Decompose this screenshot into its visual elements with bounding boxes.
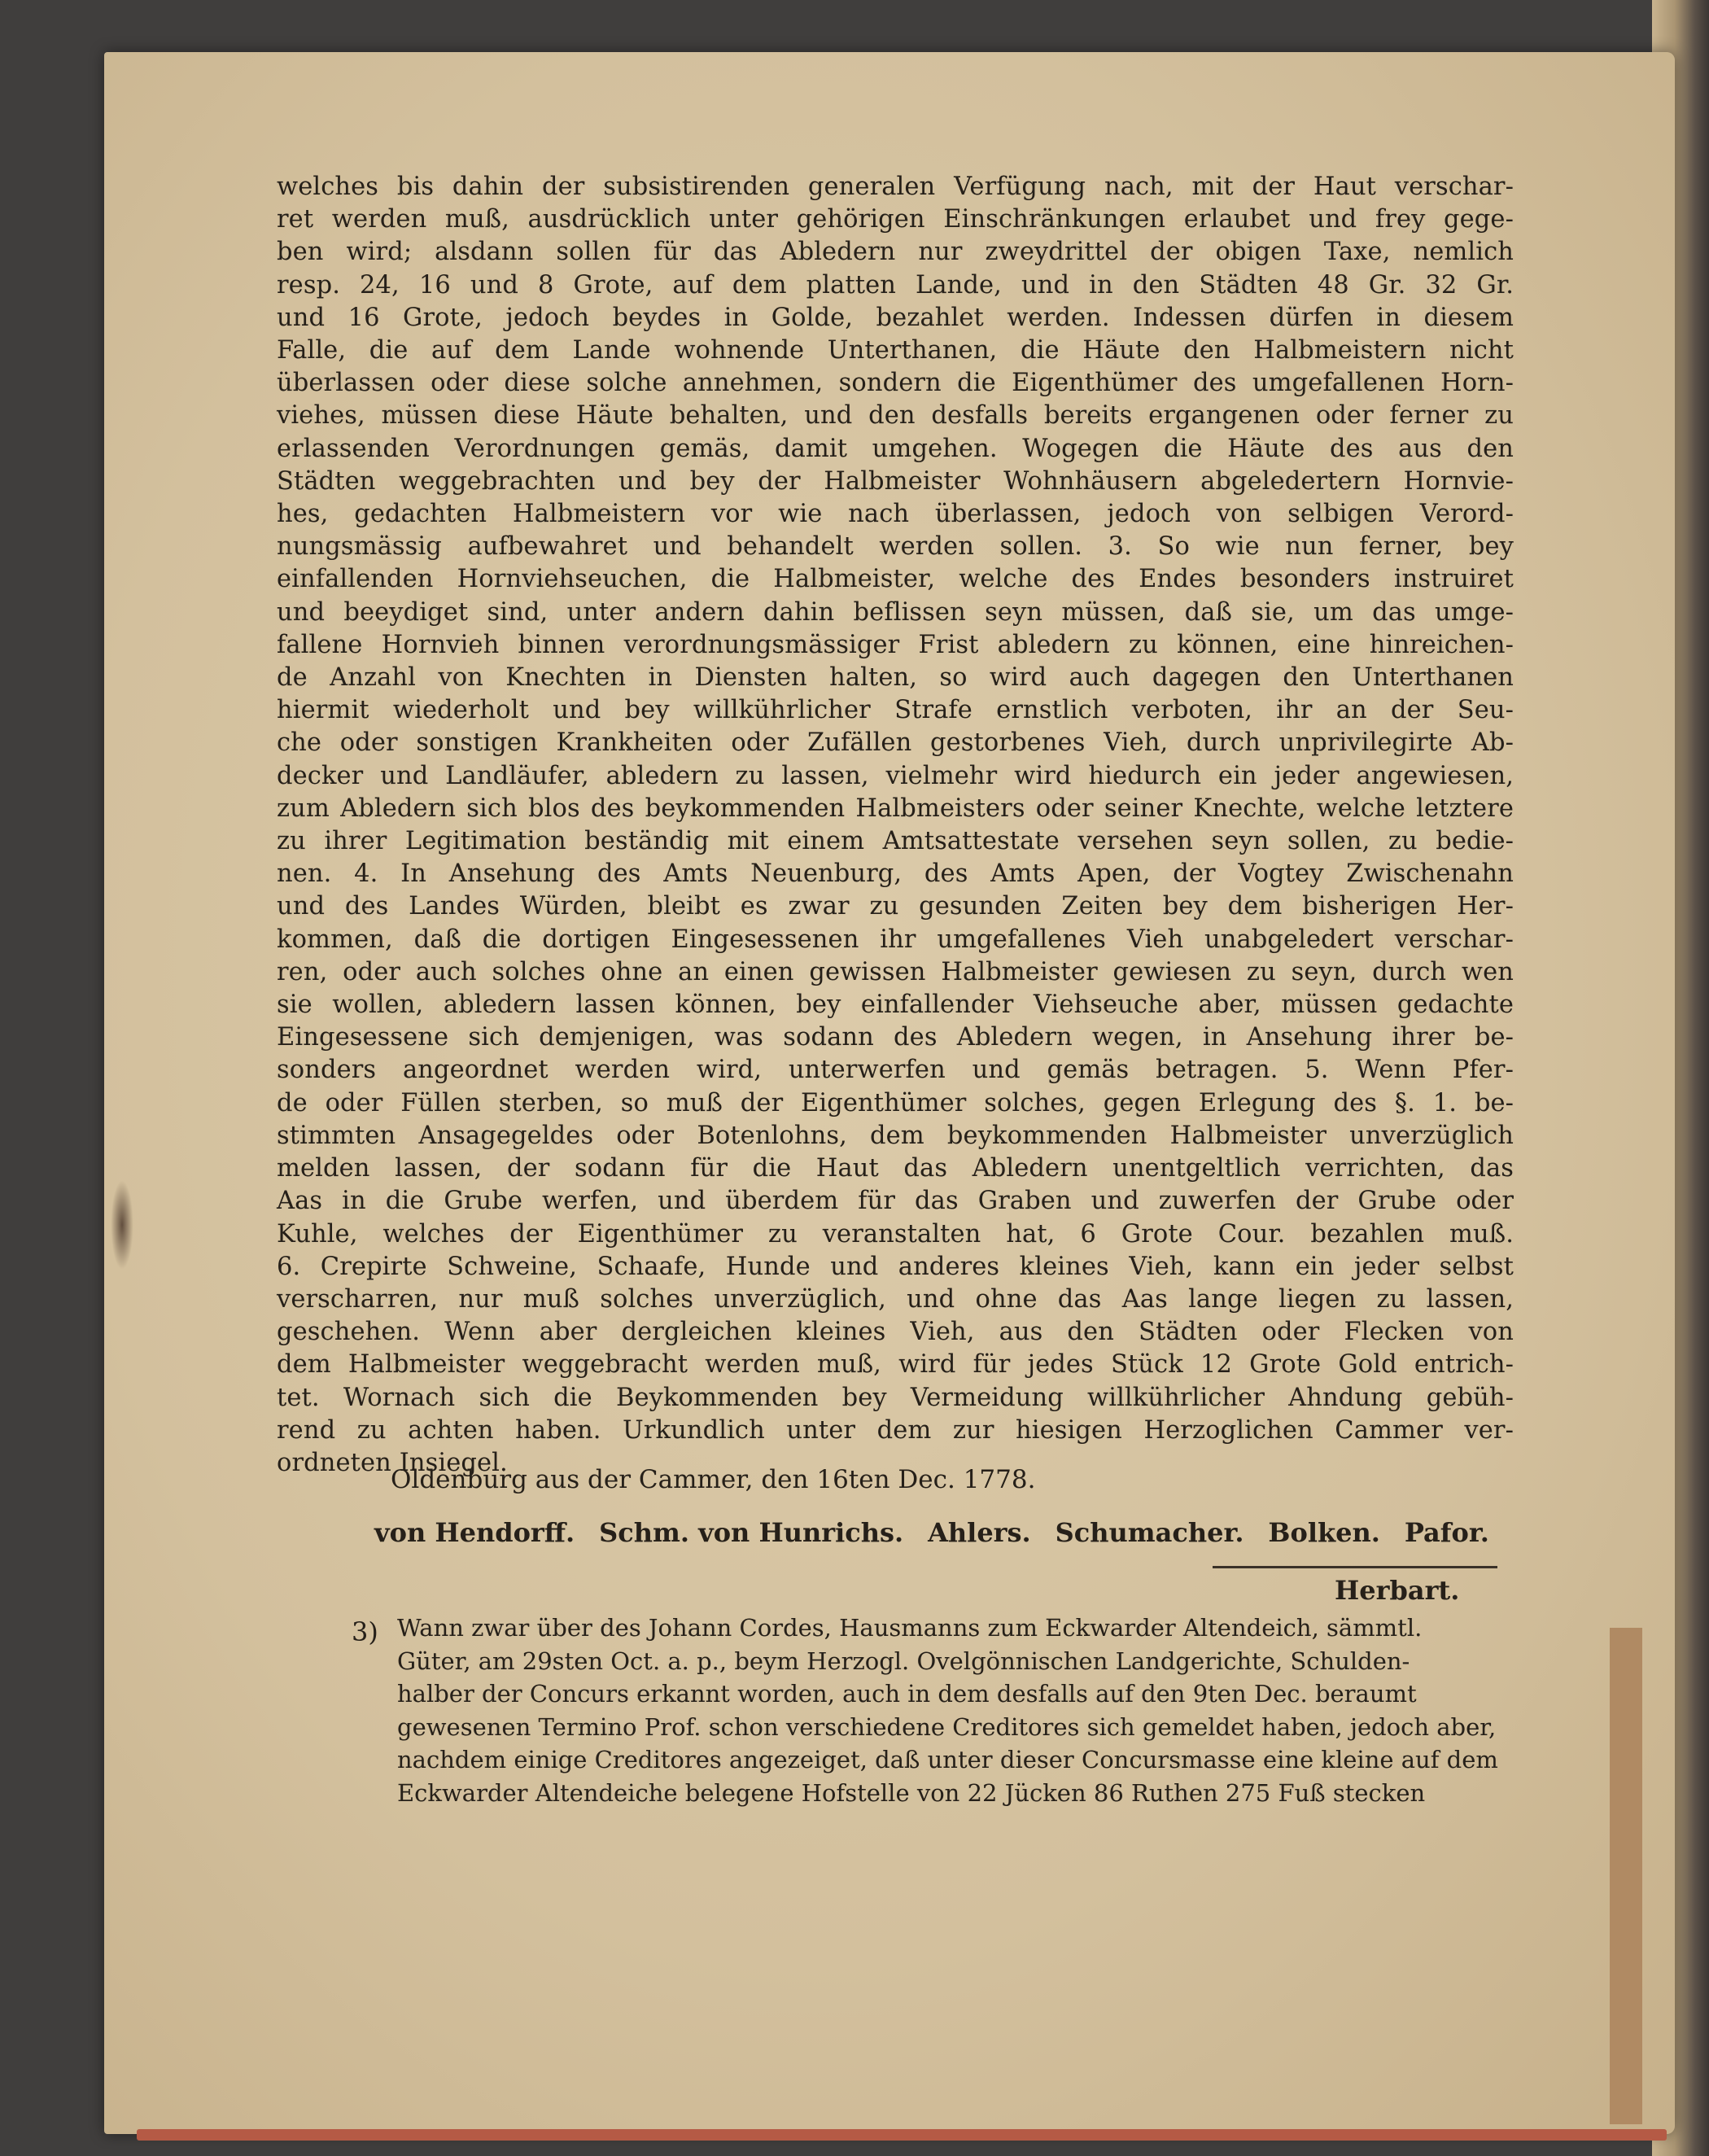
notice-line: Eckwarder Altendeiche belegene Hofstelle von 22 Jücken 86 Ruthen 275 Fuß stecken bbox=[397, 1778, 1426, 1807]
notice-line: Wann zwar über des Johann Cordes, Hausmanns zum Eckwarder Altendeich, sämmtl. bbox=[397, 1614, 1423, 1642]
body-line: und beeydiget sind, unter andern dahin beflissen seyn müssen, daß sie, um das umge- bbox=[277, 597, 1514, 627]
body-line: zu ihrer Legitimation beständig mit einem Amtsattestate versehen seyn sollen, zu bedie- bbox=[277, 827, 1514, 856]
signature-name: Ahlers. bbox=[928, 1517, 1031, 1548]
notice-line: nachdem einige Creditores angezeiget, daß unter dieser Concursmasse eine kleine auf dem bbox=[397, 1746, 1498, 1774]
body-line: che oder sonstigen Krankheiten oder Zufällen gestorbenes Vieh, durch unprivilegirte Ab- bbox=[277, 728, 1514, 758]
body-line: nen. 4. In Ansehung des Amts Neuenburg, des Amts Apen, der Vogtey Zwischenahn bbox=[277, 859, 1514, 889]
body-line: welches bis dahin der subsistirenden generalen Verfügung nach, mit der Haut verschar- bbox=[277, 173, 1514, 201]
signature-name: Bolken. bbox=[1268, 1517, 1380, 1548]
body-line: einfallenden Hornviehseuchen, die Halbmeister, welche des Endes besonders instruiret bbox=[277, 565, 1514, 594]
page-edge-ribbon bbox=[1610, 1628, 1642, 2124]
body-line: resp. 24, 16 und 8 Grote, auf dem platten Lande, und in den Städten 48 Gr. 32 Gr. bbox=[277, 270, 1514, 300]
body-line: Kuhle, welches der Eigenthümer zu veranstalten hat, 6 Grote Cour. bezahlen muß. bbox=[277, 1219, 1514, 1249]
final-signature: Herbart. bbox=[1335, 1575, 1460, 1606]
signature-name: von Hendorff. bbox=[374, 1517, 575, 1548]
notice-line: Güter, am 29sten Oct. a. p., beym Herzogl. Ovelgönnischen Landgerichte, Schulden- bbox=[397, 1647, 1410, 1675]
notice-line: gewesenen Termino Prof. schon verschiedene Creditores sich gemeldet haben, jedoch aber, bbox=[397, 1712, 1497, 1741]
body-line: 6. Crepirte Schweine, Schaafe, Hunde und anderes kleines Vieh, kann ein jeder selbst bbox=[277, 1252, 1514, 1281]
body-line: hiermit wiederholt und bey willkührlicher Strafe ernstlich verboten, ihr an der Seu- bbox=[277, 696, 1514, 725]
body-line: nungsmässig aufbewahret und behandelt werden sollen. 3. So wie nun ferner, bey bbox=[277, 532, 1514, 562]
body-line: de oder Füllen sterben, so muß der Eigenthümer solches, gegen Erlegung des §. 1. be- bbox=[277, 1088, 1514, 1117]
signature-divider bbox=[1213, 1566, 1497, 1568]
body-line: ordneten Insiegel. bbox=[277, 1448, 508, 1477]
place-and-date: Oldenburg aus der Cammer, den 16ten Dec. 1778. bbox=[391, 1465, 1036, 1494]
body-line: viehes, müssen diese Häute behalten, und den desfalls bereits ergangenen oder ferner zu bbox=[277, 401, 1514, 431]
body-line: und 16 Grote, jedoch beydes in Golde, bezahlet werden. Indessen dürfen in diesem bbox=[277, 303, 1514, 332]
body-line: sie wollen, abledern lassen können, bey einfallender Viehseuche aber, müssen gedachte bbox=[277, 991, 1514, 1020]
body-line: ben wird; alsdann sollen für das Abledern nur zweydrittel der obigen Taxe, nemlich bbox=[277, 238, 1514, 267]
body-line: fallene Hornvieh binnen verordnungsmässiger Frist abledern zu können, eine hinreichen- bbox=[277, 630, 1514, 659]
body-line: melden lassen, der sodann für die Haut das Abledern unentgeltlich verrichten, das bbox=[277, 1154, 1514, 1183]
body-line: decker und Landläufer, abledern zu lassen, vielmehr wird hiedurch ein jeder angewiesen, bbox=[277, 761, 1514, 790]
notice-line: halber der Concurs erkannt worden, auch in dem desfalls auf den 9ten Dec. beraumt bbox=[397, 1680, 1417, 1708]
body-line: Aas in die Grube werfen, und überdem für das Graben und zuwerfen der Grube oder bbox=[277, 1187, 1514, 1216]
body-line: dem Halbmeister weggebracht werden muß, wird für jedes Stück 12 Grote Gold entrich- bbox=[277, 1350, 1514, 1380]
body-line: rend zu achten haben. Urkundlich unter dem zur hiesigen Herzoglichen Cammer ver- bbox=[277, 1415, 1514, 1445]
body-line: und des Landes Würden, bleibt es zwar zu gesunden Zeiten bey dem bisherigen Her- bbox=[277, 892, 1514, 921]
body-text bbox=[277, 171, 1514, 1480]
body-line: de Anzahl von Knechten in Diensten halten, so wird auch dagegen den Unterthanen bbox=[277, 663, 1514, 693]
body-line: kommen, daß die dortigen Eingesessenen ihr umgefallenes Vieh unabgeledert verschar- bbox=[277, 925, 1514, 954]
notice-text bbox=[397, 1612, 1512, 1810]
body-line: sonders angeordnet werden wird, unterwerfen und gemäs betragen. 5. Wenn Pfer- bbox=[277, 1056, 1514, 1085]
signature-line bbox=[374, 1517, 1489, 1548]
notice-number: 3) bbox=[352, 1616, 378, 1647]
body-line: stimmten Ansagegeldes oder Botenlohns, dem beykommenden Halbmeister unverzüglich bbox=[277, 1121, 1514, 1150]
body-line: geschehen. Wenn aber dergleichen kleines Vieh, aus den Städten oder Flecken von bbox=[277, 1318, 1514, 1347]
body-line: zum Abledern sich blos des beykommenden Halbmeisters oder seiner Knechte, welche letztere bbox=[277, 794, 1514, 823]
body-line: erlassenden Verordnungen gemäs, damit umgehen. Wogegen die Häute des aus den bbox=[277, 434, 1514, 463]
body-line: hes, gedachten Halbmeistern vor wie nach überlassen, jedoch von selbigen Verord- bbox=[277, 500, 1514, 529]
body-line: Städten weggebrachten und bey der Halbmeister Wohnhäusern abgeledertern Hornvie- bbox=[277, 466, 1514, 496]
ink-stain bbox=[111, 1180, 133, 1270]
body-line: Falle, die auf dem Lande wohnende Unterthanen, die Häute den Halbmeistern nicht bbox=[277, 336, 1514, 365]
body-line: überlassen oder diese solche annehmen, sondern die Eigenthümer des umgefallenen Horn- bbox=[277, 369, 1514, 398]
body-line: Eingesessene sich demjenigen, was sodann des Abledern wegen, in Ansehung ihrer be- bbox=[277, 1023, 1514, 1052]
signature-name: Pafor. bbox=[1404, 1517, 1489, 1548]
body-line: ret werden muß, ausdrücklich unter gehörigen Einschränkungen erlaubet und frey gege- bbox=[277, 205, 1514, 234]
body-line: verscharren, nur muß solches unverzüglich, und ohne das Aas lange liegen zu lassen, bbox=[277, 1284, 1514, 1314]
signature-name: Schumacher. bbox=[1055, 1517, 1244, 1548]
body-line: tet. Wornach sich die Beykommenden bey Vermeidung willkührlicher Ahndung gebüh- bbox=[277, 1383, 1514, 1412]
signature-name: Schm. von Hunrichs. bbox=[599, 1517, 904, 1548]
red-page-edge bbox=[137, 2129, 1667, 2141]
body-line: ren, oder auch solches ohne an einen gewissen Halbmeister gewiesen zu seyn, durch wen bbox=[277, 957, 1514, 986]
